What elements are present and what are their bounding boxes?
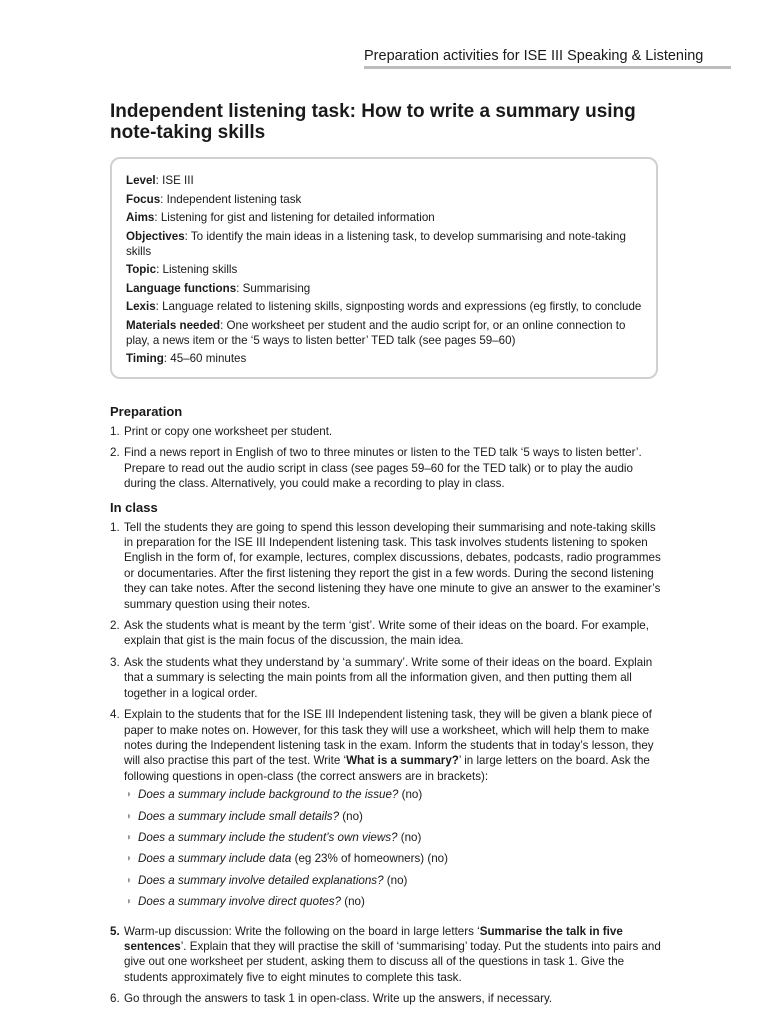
info-label: Language functions [126, 281, 237, 295]
bullet-icon: ◗ [126, 896, 133, 908]
info-value: 45–60 minutes [170, 352, 247, 365]
list-item [110, 991, 662, 1006]
preparation-heading: Preparation [110, 404, 183, 419]
in-class-list [110, 520, 662, 1007]
info-level: Level: ISE III [126, 174, 194, 187]
info-topic: Topic: Listening skills [126, 263, 238, 276]
question-list [124, 787, 662, 909]
info-label: Topic [126, 263, 157, 276]
bullet-icon: ◗ [126, 853, 133, 865]
question-text: Does a summary involve direct quotes? [138, 895, 341, 909]
question-text: Does a summary include small details? [138, 809, 340, 823]
board-phrase: What is a summary? [346, 754, 459, 768]
item-text: Go through the answers to task 1 in open-class. Write up the answers, if necessary. [124, 992, 553, 1006]
item-text: Ask the students what is meant by the term ‘gist’. Write some of their ideas on the board. For example, explain that gist is the main focus of the discussion, the main idea. [124, 619, 649, 648]
answer-text: (no) [397, 830, 422, 844]
item-number: 5. [110, 924, 120, 938]
item-number: 4. [110, 708, 120, 722]
answer-text: (no) [340, 895, 365, 909]
question-item [124, 830, 662, 845]
item-text: Ask the students what they understand by ‘a summary’. Write some of their ideas on the board. Explain that a summary is selecting the main points from all the information given, and then putting them all together in a logical order. [124, 655, 653, 700]
question-text: Does a summary include data [138, 852, 292, 866]
lesson-content [110, 404, 662, 1013]
list-item [110, 707, 662, 909]
info-objectives: Objectives: To identify the main ideas in a listening task, to develop summarising and note-taking skills [126, 229, 626, 258]
item-number: 1. [110, 425, 120, 438]
info-label: Level [126, 174, 156, 187]
question-item [124, 873, 662, 888]
board-phrase: Summarise the talk in five sentences [124, 924, 623, 953]
info-value: One worksheet per student and the audio script for, or an online connection to play, a news item or the ‘5 ways to listen better’ TED talk (see pages 59–60) [126, 318, 626, 347]
info-label: Objectives [126, 229, 185, 243]
info-focus: Focus: Independent listening task [126, 192, 302, 206]
bullet-icon: ◗ [126, 874, 133, 886]
item-text: Tell the students they are going to spend this lesson developing their summarising and note-taking skills in preparation for the ISE III Independent listening task. This task involves students listening to spoken English in the form of, for example, lectures, complex discussions, debates, podcasts, radio programmes or documentaries. After the first listening they report the gist in a few words. During the second listening they can take notes. After the second listening they have one minute to give an answer to the examiner’s summary question using their notes. [124, 520, 661, 611]
list-item [110, 655, 662, 701]
info-value: Summarising [242, 281, 311, 295]
info-language-functions: Language functions: Summarising [126, 281, 311, 295]
list-item [110, 445, 662, 491]
info-label: Focus [126, 192, 161, 206]
item-number: 2. [110, 446, 120, 460]
item-text: ’ in large letters on the board. Ask the following questions in open-class (the correct answers are in brackets): [124, 754, 650, 783]
item-text: ’. Explain that they will practise the skill of ‘summarising’ today. Put the students into pairs and give out one worksheet per student, asking them to discuss all of the questions in task 1. Give the students approximately five to eight minutes to complete this task. [124, 939, 661, 984]
preparation-list [110, 424, 662, 492]
bullet-icon: ◗ [126, 789, 133, 801]
question-item [124, 787, 662, 802]
info-label: Timing [126, 352, 164, 365]
question-text: Does a summary involve detailed explanations? [138, 873, 384, 887]
in-class-heading: In class [110, 499, 158, 515]
item-text: Print or copy one worksheet per student. [124, 425, 333, 438]
page-title: Independent listening task: How to write a summary using note-taking skills [110, 101, 636, 143]
info-aims: Aims: Listening for gist and listening for detailed information [126, 211, 435, 224]
answer-text: (no) [339, 809, 363, 823]
info-value: Listening for gist and listening for detailed information [160, 211, 435, 224]
info-value: Listening skills [162, 263, 238, 276]
question-item [124, 894, 662, 909]
info-value: Language related to listening skills, signposting words and expressions (eg firstly, to conclude [162, 300, 642, 313]
list-item [110, 618, 662, 649]
item-text: Warm-up discussion: Write the following on the board in large letters ‘ [124, 924, 480, 938]
item-text: Find a news report in English of two to three minutes or listen to the TED talk ‘5 ways to listen better’. Prepare to read out the audio script in class (see pages 59–60 for the TED talk) or to play the audio during the class. Alternatively, you could make a recording to play in class. [124, 446, 642, 491]
info-value: To identify the main ideas in a listening task, to develop summarising and note-taking skills [126, 229, 626, 258]
item-number: 2. [110, 619, 120, 633]
answer-text: (no) [383, 873, 408, 887]
info-value: ISE III [162, 174, 194, 187]
question-text: Does a summary include background to the issue? [138, 788, 399, 802]
info-materials: Materials needed: One worksheet per student and the audio script for, or an online connection to play, a news item or the ‘5 ways to listen better’ TED talk (see pages 59–60) [126, 318, 626, 347]
lesson-info-box [110, 157, 658, 379]
bullet-icon: ◗ [126, 831, 133, 843]
info-lexis: Lexis: Language related to listening skills, signposting words and expressions (eg firstly, to conclude [126, 300, 642, 313]
info-value: Independent listening task [166, 192, 302, 206]
info-label: Lexis [126, 300, 156, 313]
item-number: 6. [110, 992, 120, 1006]
item-text: Explain to the students that for the ISE III Independent listening task, they will be given a blank piece of paper to make notes on. However, for this task they will use a worksheet, which will help them to make notes during the Independent listening task in the exam. Inform the students that in today’s lesson, they will also practise this part of the test. Write ‘ [124, 708, 654, 768]
info-label: Aims [126, 211, 155, 224]
info-timing: Timing: 45–60 minutes [126, 352, 247, 365]
list-item [110, 520, 662, 612]
running-header: Preparation activities for ISE III Speaking & Listening [364, 48, 731, 69]
list-item [110, 424, 662, 439]
question-item [124, 809, 662, 824]
info-label: Materials needed [126, 318, 221, 332]
item-number: 3. [110, 655, 120, 669]
question-text: Does a summary include the student’s own views? [138, 830, 398, 844]
answer-text: (no) [398, 788, 423, 802]
bullet-icon: ◗ [126, 810, 133, 822]
question-item [124, 851, 662, 866]
list-item [110, 924, 662, 986]
item-number: 1. [110, 520, 120, 534]
answer-text: (eg 23% of homeowners) (no) [291, 852, 448, 866]
